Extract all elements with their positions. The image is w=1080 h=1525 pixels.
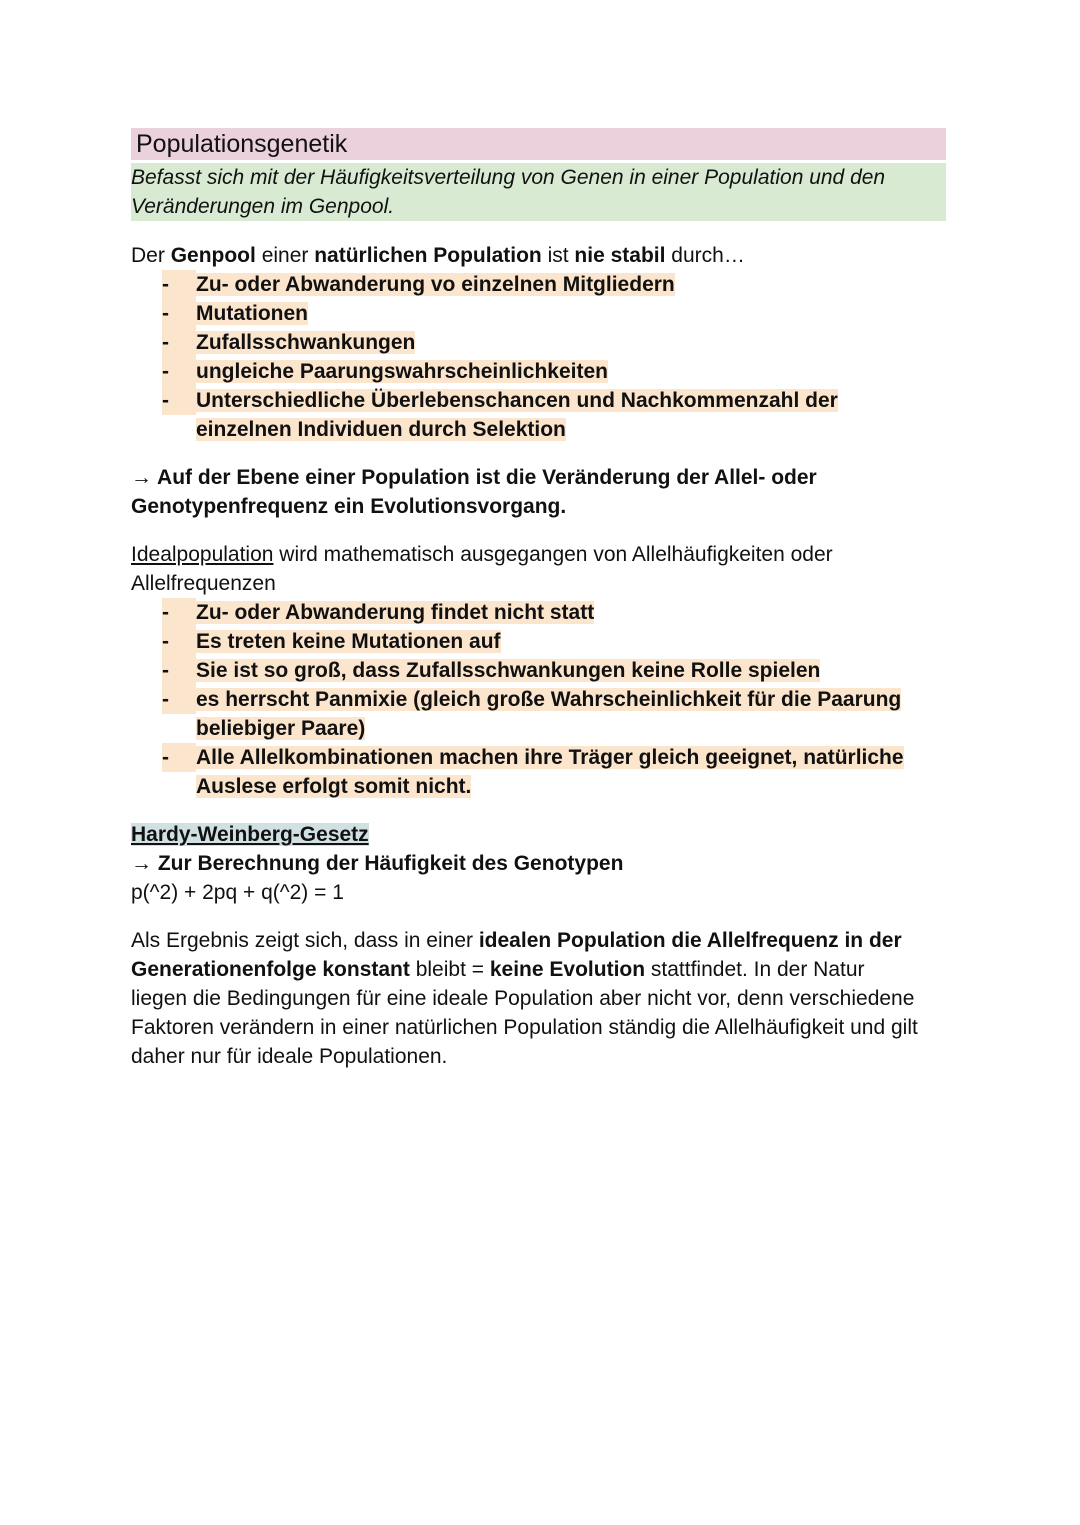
list-item: - es herrscht Panmixie (gleich große Wahrscheinlichkeit für die Paarung beliebiger Paare): [131, 685, 946, 743]
hardy-arrow-line: → Zur Berechnung der Häufigkeit des Genotypen: [131, 852, 624, 875]
conclusion: [131, 463, 946, 521]
genpool-text-3: ist: [541, 244, 575, 267]
result-bold-3: keine Evolution: [489, 958, 646, 981]
conclusion-line-1: → Auf der Ebene einer Population ist die Veränderung der Allel- oder: [131, 466, 817, 489]
page-title: Populationsgenetik: [131, 128, 946, 160]
conclusion-line-2: Genotypenfrequenz ein Evolutionsvorgang.: [131, 495, 567, 518]
result-paragraph: Als Ergebnis zeigt sich, dass in einer idealen Population die Allelfrequenz in der Generationenfolge konstant bleibt = keine Evolution stattfindet. In der Natur liegen die Bedingungen für eine ideale Population aber nicht vor, denn verschiedene Faktoren verändern in einer natürlichen Population ständig die Allelhäufigkeit und gilt daher nur für ideale Populationen.: [131, 926, 946, 1071]
ideal-text-2: Allelfrequenzen: [131, 572, 276, 595]
result-line-3: liegen die Bedingungen für eine ideale Population aber nicht vor, denn verschiedene: [131, 987, 915, 1010]
genpool-list: [131, 270, 946, 444]
list-item: - ungleiche Paarungswahrscheinlichkeiten: [131, 357, 946, 386]
document-content: [131, 128, 946, 1071]
result-line-5: daher nur für ideale Populationen.: [131, 1045, 448, 1068]
list-item: - Zufallsschwankungen: [131, 328, 946, 357]
list-item: - Sie ist so groß, dass Zufallsschwankungen keine Rolle spielen: [131, 656, 946, 685]
hardy-formula: p(^2) + 2pq + q(^2) = 1: [131, 881, 344, 904]
page-subtitle: [131, 163, 946, 221]
subtitle-line-2: Veränderungen im Genpool.: [131, 192, 946, 221]
ideal-text-1: wird mathematisch ausgegangen von Allelhäufigkeiten oder: [273, 543, 833, 566]
result-line-4: Faktoren verändern in einer natürlichen Population ständig die Allelhäufigkeit und gilt: [131, 1016, 918, 1039]
list-item: - Mutationen: [131, 299, 946, 328]
hardy-section: [131, 820, 946, 907]
ideal-intro: [131, 540, 946, 598]
list-item: - Zu- oder Abwanderung findet nicht statt: [131, 598, 946, 627]
genpool-text-2: einer: [255, 244, 315, 267]
genpool-bold-3: nie stabil: [574, 244, 666, 267]
genpool-text-1: Der: [131, 244, 171, 267]
list-item: - Alle Allelkombinationen machen ihre Träger gleich geeignet, natürliche Auslese erfolgt somit nicht.: [131, 743, 946, 801]
list-item: - Es treten keine Mutationen auf: [131, 627, 946, 656]
list-item: - Zu- oder Abwanderung vo einzelnen Mitgliedern: [131, 270, 946, 299]
subtitle-line-1: Befasst sich mit der Häufigkeitsverteilung von Genen in einer Population und den: [131, 163, 946, 192]
hardy-heading: Hardy-Weinberg-Gesetz: [131, 823, 369, 846]
ideal-list: [131, 598, 946, 801]
genpool-text-4: durch…: [665, 244, 745, 267]
genpool-intro: [131, 241, 946, 270]
result-bold-1: idealen Population die Allelfrequenz in der: [478, 929, 902, 952]
ideal-term: Idealpopulation: [131, 543, 274, 566]
result-bold-2: Generationenfolge konstant: [131, 958, 410, 981]
genpool-bold-2: natürlichen Population: [314, 244, 542, 267]
genpool-bold-1: Genpool: [170, 244, 256, 267]
list-item: - Unterschiedliche Überlebenschancen und Nachkommenzahl der einzelnen Individuen durch Selektion: [131, 386, 946, 444]
